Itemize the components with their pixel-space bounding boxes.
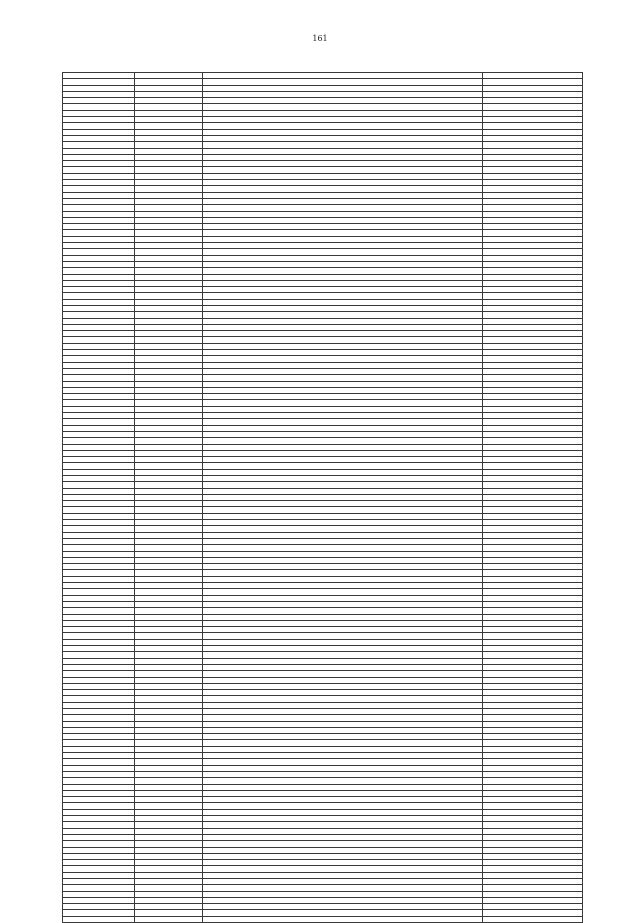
register-table-body <box>63 73 583 923</box>
address-cell <box>203 916 483 922</box>
cadastral-number-b-cell <box>483 916 583 922</box>
register-table <box>62 72 583 923</box>
cadastral-number-a-cell <box>135 916 203 922</box>
page-number: 161 <box>312 34 328 43</box>
table-row <box>63 916 583 922</box>
registry-number-cell <box>63 916 135 922</box>
